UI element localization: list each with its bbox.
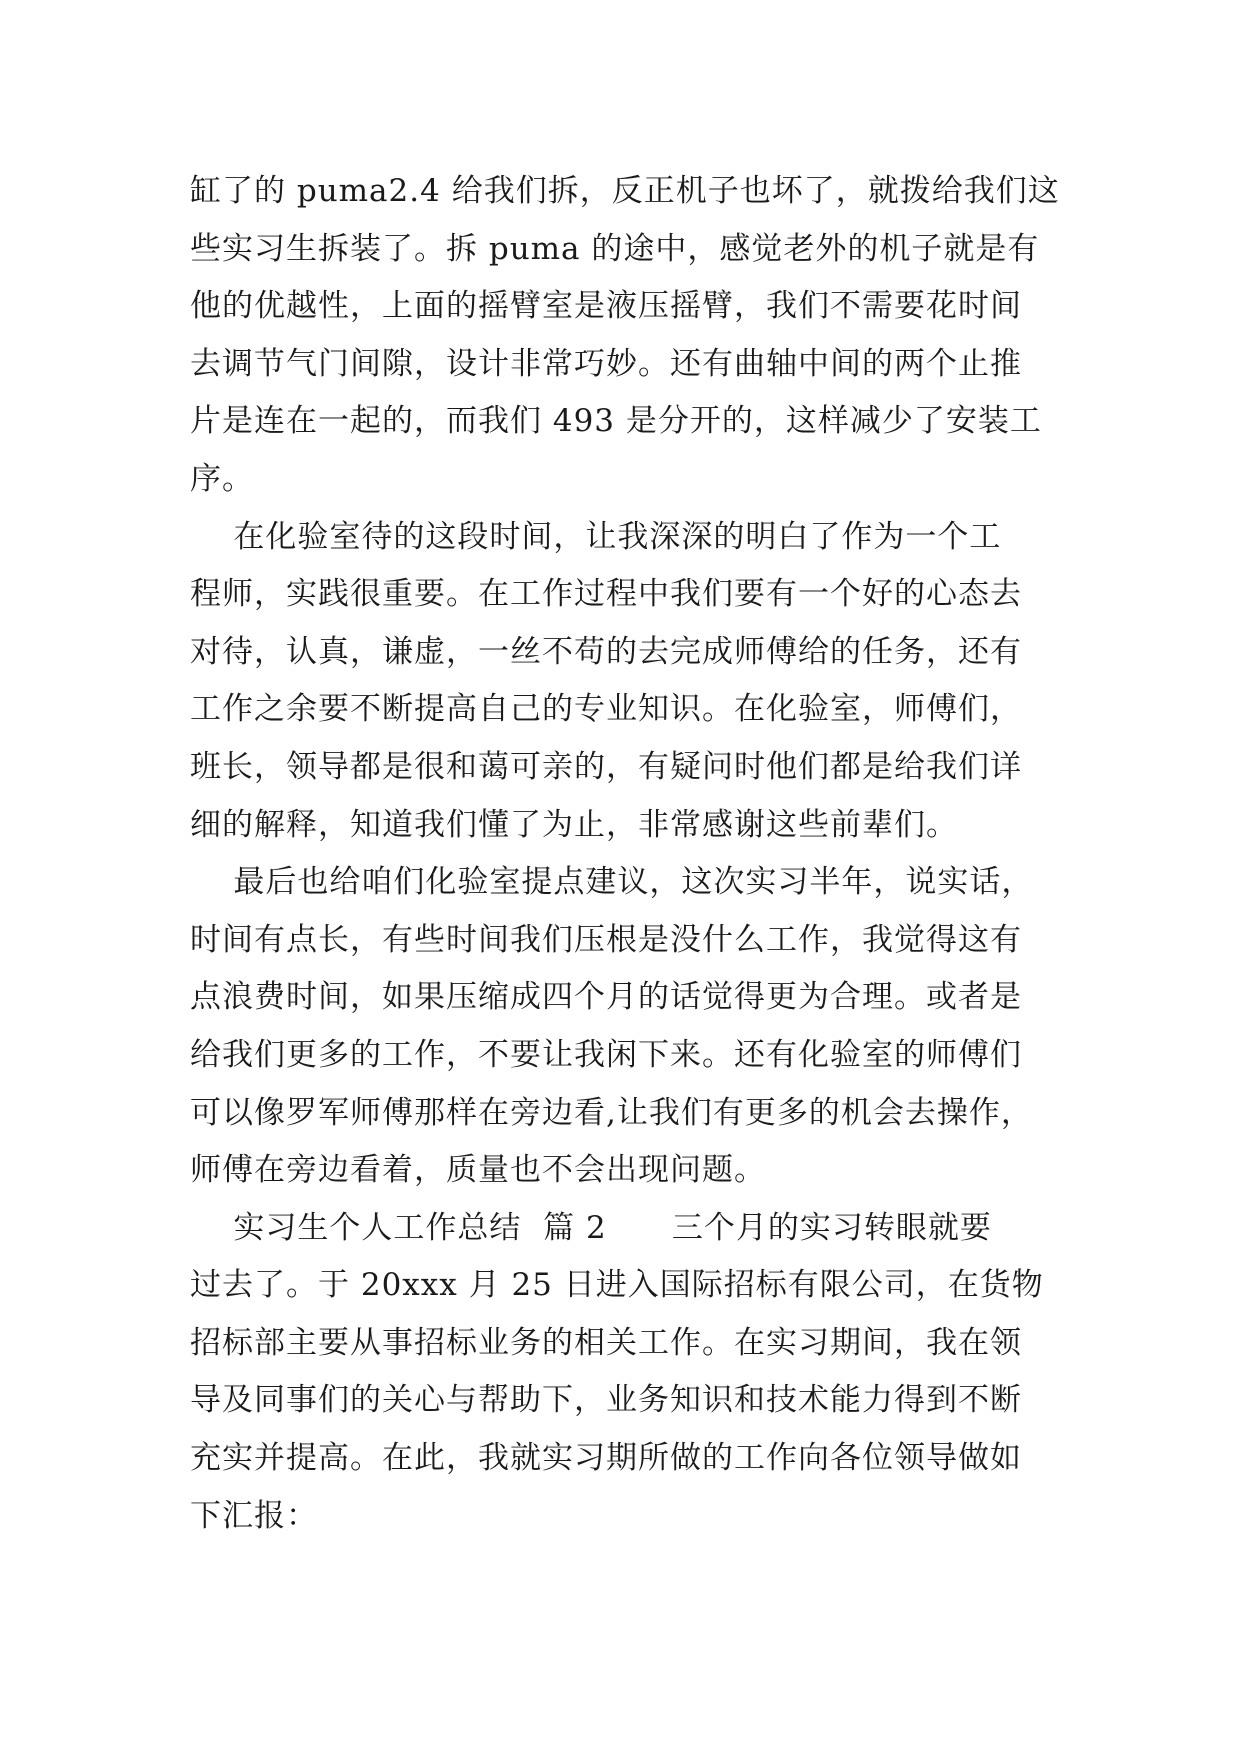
text-line: 最后也给咱们化验室提点建议，这次实习半年，说实话， — [190, 864, 1034, 901]
text-line: 工作之余要不断提高自己的专业知识。在化验室，师傅们， — [190, 691, 1022, 728]
text-line: 下汇报： — [190, 1497, 318, 1534]
text-line: 充实并提高。在此，我就实习期所做的工作向各位领导做如 — [190, 1440, 1022, 1477]
text-line: 细的解释，知道我们懂了为止，非常感谢这些前辈们。 — [190, 806, 958, 843]
text-line: 他的优越性，上面的摇臂室是液压摇臂，我们不需要花时间 — [190, 288, 1022, 325]
text-line: 给我们更多的工作，不要让我闲下来。还有化验室的师傅们 — [190, 1036, 1022, 1073]
text-line: 师傅在旁边看着，质量也不会出现问题。 — [190, 1152, 766, 1189]
text-line: 时间有点长，有些时间我们压根是没什么工作，我觉得这有 — [190, 921, 1022, 958]
text-line: 可以像罗军师傅那样在旁边看,让我们有更多的机会去操作， — [190, 1094, 1033, 1131]
text-line: 点浪费时间，如果压缩成四个月的话觉得更为合理。或者是 — [190, 979, 1022, 1016]
text-line: 导及同事们的关心与帮助下，业务知识和技术能力得到不断 — [190, 1382, 1022, 1419]
section-heading-line: 实习生个人工作总结 篇 2 三个月的实习转眼就要 — [190, 1209, 992, 1246]
body-text — [190, 163, 1070, 1545]
text-line: 片是连在一起的，而我们 493 是分开的，这样减少了安装工 — [190, 403, 1042, 440]
text-line: 些实习生拆装了。拆 puma 的途中，感觉老外的机子就是有 — [190, 230, 1040, 267]
text-line: 招标部主要从事招标业务的相关工作。在实习期间，我在领 — [190, 1324, 1022, 1361]
text-line: 缸了的 puma2.4 给我们拆，反正机子也坏了，就拨给我们这 — [190, 173, 1060, 209]
text-line: 对待，认真，谦虚，一丝不苟的去完成师傅给的任务，还有 — [190, 633, 1022, 670]
text-line: 序。 — [190, 460, 254, 497]
text-line: 班长，领导都是很和蔼可亲的，有疑问时他们都是给我们详 — [190, 748, 1022, 785]
text-line: 去调节气门间隙，设计非常巧妙。还有曲轴中间的两个止推 — [190, 345, 1022, 382]
text-line: 过去了。于 20xxx 月 25 日进入国际招标有限公司，在货物 — [190, 1267, 1044, 1304]
text-line: 在化验室待的这段时间，让我深深的明白了作为一个工 — [190, 518, 1002, 555]
text-line: 程师，实践很重要。在工作过程中我们要有一个好的心态去 — [190, 576, 1022, 613]
